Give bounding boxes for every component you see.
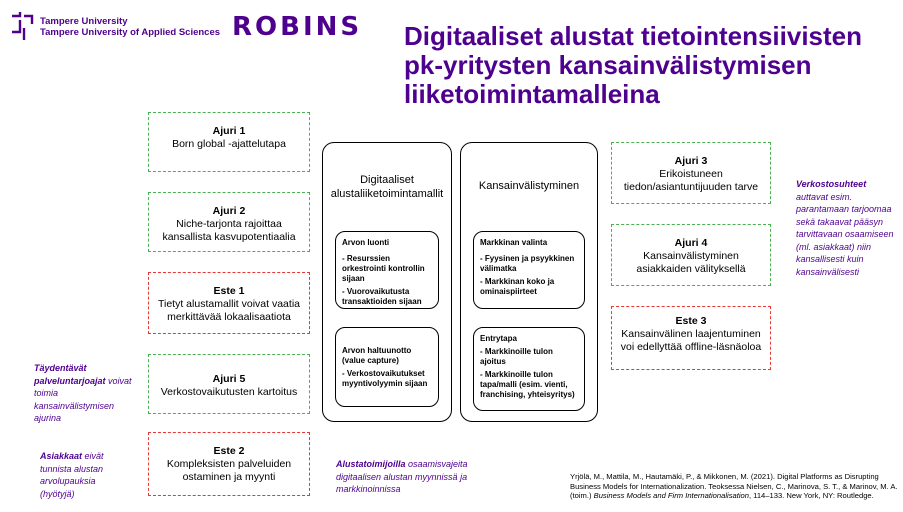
tau-line-1: Tampere University	[40, 16, 128, 27]
box-body: Verkostovaikutusten kartoitus	[160, 386, 298, 398]
box-title: Este 2	[213, 445, 245, 457]
note-customers	[40, 450, 132, 500]
note-complementary-providers	[34, 362, 134, 425]
box-title: Este 3	[675, 315, 707, 327]
inner-box-entry-mode	[473, 327, 585, 411]
note-bold: Asiakkaat	[40, 451, 83, 461]
note-text: eivät tunnista alustan arvolupauksia (hyötyjä)	[40, 451, 104, 499]
note-bold: Täydentävät palveluntarjoajat	[34, 363, 106, 386]
panel-internationalization	[460, 142, 598, 422]
box-title: Ajuri 4	[674, 237, 708, 249]
tau-line-2: Tampere University of Applied Sciences	[40, 27, 221, 38]
barrier-box-este-3	[611, 306, 771, 370]
panel-title: Kansainvälistyminen	[478, 180, 580, 192]
note-network-relations	[796, 178, 896, 278]
inner-bullet: - Markkinoille tulon ajoitus	[480, 347, 553, 366]
inner-title: Markkinan valinta	[480, 238, 548, 247]
inner-title: Entrytapa	[480, 334, 517, 343]
inner-bullet: - Fyysinen ja psyykkinen välimatka	[480, 254, 575, 273]
ref-book-title: Business Models and Firm Internationalisation	[593, 491, 749, 500]
box-body: Tietyt alustamallit voivat vaatia merkittävää lokaalisaatiota	[157, 298, 300, 323]
ref-part-1: Yrjölä, M., Mattila, M., Hautamäki, P., & Mikkonen, M. (2021). Digital Platforms as Disrupting Business Models for Internationalization. Teoksessa Nielsen, C., Marinova, S. T., & Marinov, M. A. (toim.)	[570, 472, 898, 500]
box-title: Ajuri 5	[212, 373, 246, 385]
panel-title	[323, 173, 451, 201]
inner-bullet: - Verkostovaikutukset myyntivolyymin sijaan	[342, 369, 428, 388]
driver-box-ajuri-4	[611, 224, 771, 286]
driver-box-ajuri-3	[611, 142, 771, 204]
page-title	[404, 22, 894, 109]
note-bold: Alustatoimijoilla	[336, 459, 406, 469]
box-body: Kompleksisten palveluiden ostaminen ja myynti	[166, 458, 292, 483]
panel-title-line-1: Digitaaliset	[360, 174, 414, 186]
inner-box-market-selection	[473, 231, 585, 309]
note-platform-actors	[336, 458, 476, 496]
ref-part-3: , 114–133. New York, NY: Routledge.	[748, 491, 874, 500]
driver-box-ajuri-5	[148, 354, 310, 414]
box-body: Born global -ajattelutapa	[172, 138, 286, 150]
reference-citation	[570, 472, 900, 501]
title-line-2: pk-yritysten kansainvälistymisen	[404, 50, 812, 80]
box-body: Kansainvälistyminen asiakkaiden välityksellä	[636, 250, 746, 275]
barrier-box-este-1	[148, 272, 310, 334]
inner-box-value-creation	[335, 231, 439, 309]
note-text: auttavat esim. parantamaan tarjoomaa sekä takaavat pääsyn tarvittavaan osaamiseen (ml. asiakkaat) niin kansallisesti kuin kansainvälisesti	[796, 191, 894, 277]
note-text: osaamisvajeita digitaalisen alustan myynnissä ja markkinoinnissa	[336, 459, 468, 494]
title-line-1: Digitaaliset alustat tietointensiivisten	[404, 21, 862, 51]
tampere-university-name	[40, 16, 220, 38]
inner-bullet: - Vuorovaikutusta transaktioiden sijaan	[342, 287, 422, 306]
tampere-university-mark-icon	[8, 10, 36, 42]
box-title: Ajuri 2	[212, 205, 246, 217]
box-body: Kansainvälinen laajentuminen voi edellyttää offline-läsnäoloa	[620, 328, 762, 353]
box-body: Niche-tarjonta rajoittaa kansallista kasvupotentiaalia	[162, 218, 296, 243]
box-title: Ajuri 1	[212, 125, 246, 137]
panel-title-line-2: alustaliiketoimintamallit	[330, 188, 444, 200]
inner-bullet: - Markkinan koko ja ominaispiirteet	[480, 277, 555, 296]
panel-digital-platform-business-models	[322, 142, 452, 422]
inner-box-value-capture	[335, 327, 439, 407]
inner-title: Arvon luonti	[342, 238, 390, 247]
driver-box-ajuri-2	[148, 192, 310, 252]
note-text: voivat toimia kansainvälistymisen ajurina	[34, 375, 132, 423]
tampere-university-logo	[8, 8, 221, 44]
box-title: Este 1	[213, 285, 245, 297]
inner-title: Arvon haltuunotto (value capture)	[342, 346, 412, 365]
robins-logo: ROBINS	[232, 12, 363, 42]
barrier-box-este-2	[148, 432, 310, 496]
inner-bullet: - Resurssien orkestrointi kontrollin sijaan	[342, 254, 425, 283]
title-line-3: liiketoimintamalleina	[404, 79, 660, 109]
driver-box-ajuri-1	[148, 112, 310, 172]
box-body: Erikoistuneen tiedon/asiantuntijuuden tarve	[623, 168, 759, 193]
note-bold: Verkostosuhteet	[796, 179, 867, 189]
box-title: Ajuri 3	[674, 155, 708, 167]
inner-bullet: - Markkinoille tulon tapa/malli (esim. vienti, franchising, yhteisyritys)	[480, 370, 575, 399]
